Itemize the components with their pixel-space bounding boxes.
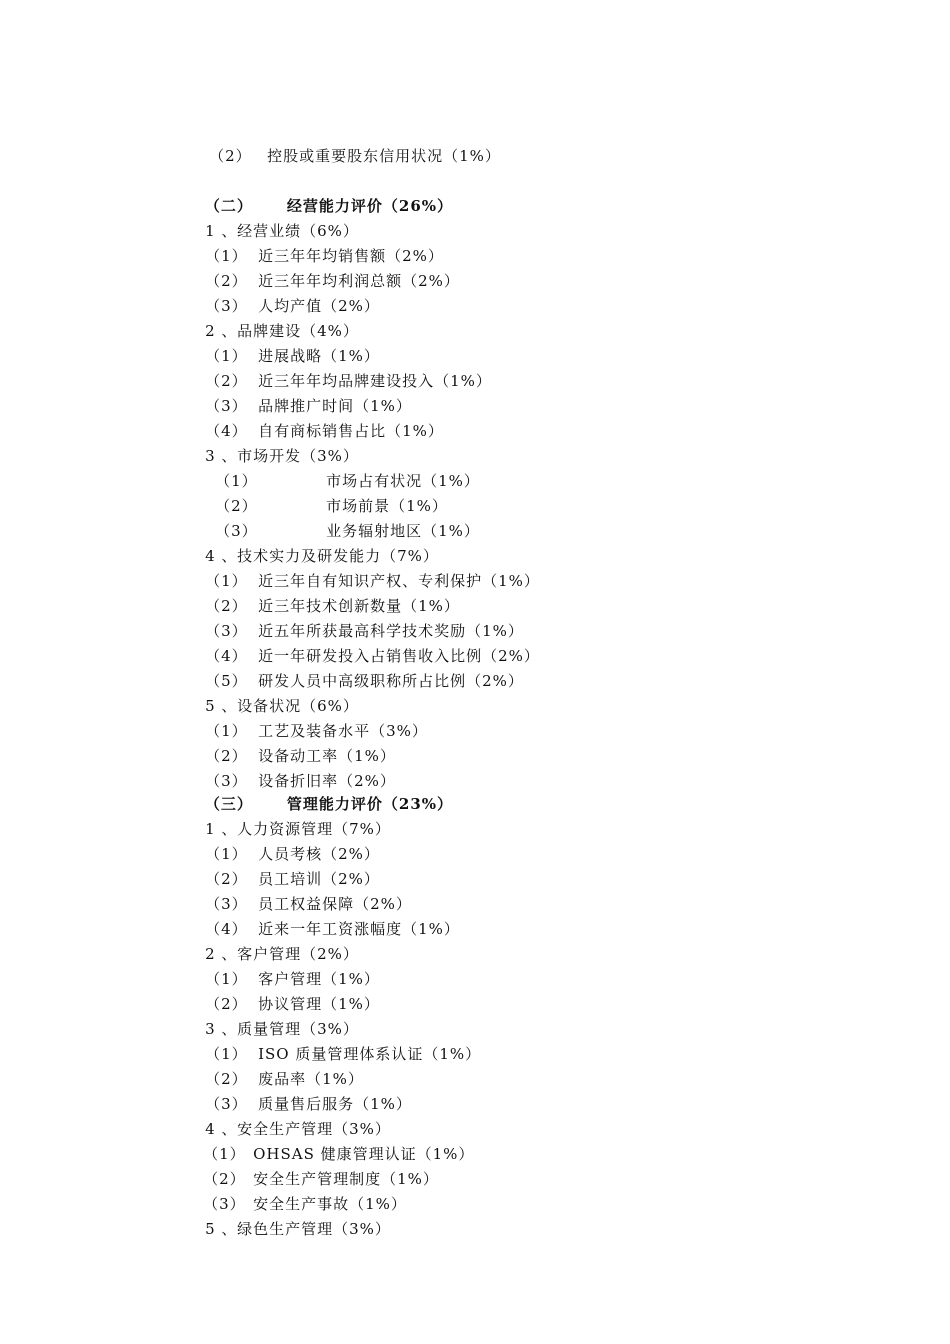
item-number: （2） xyxy=(205,995,248,1013)
item-text: 安全生产管理制度（1%） xyxy=(253,1170,439,1188)
item-text: 客户管理（2%） xyxy=(237,945,359,963)
item-text: 质量管理（3%） xyxy=(237,1020,359,1038)
item-text: 员工权益保障（2%） xyxy=(258,895,412,913)
list-item xyxy=(182,1199,391,1259)
item-number: （4） xyxy=(205,647,248,665)
item-number: （2） xyxy=(205,597,248,615)
item-text: 协议管理（1%） xyxy=(258,995,380,1013)
item-text: 近一年研发投入占销售收入比例（2%） xyxy=(258,647,540,665)
item-text: 废品率（1%） xyxy=(258,1070,364,1088)
item-text: 品牌建设（4%） xyxy=(237,322,359,340)
item-number: （2） xyxy=(205,747,248,765)
item-text: 市场开发（3%） xyxy=(237,447,359,465)
item-number: 1 、 xyxy=(205,222,238,240)
item-text: 自有商标销售占比（1%） xyxy=(258,422,444,440)
item-number: （1） xyxy=(205,247,248,265)
item-number: 3 、 xyxy=(205,447,238,465)
item-text: 技术实力及研发能力（7%） xyxy=(237,547,439,565)
section-title: 经营能力评价（26%） xyxy=(286,197,454,215)
section-number: （三） xyxy=(204,795,253,813)
item-number: （2） xyxy=(215,497,258,515)
item-text: 近三年自有知识产权、专利保护（1%） xyxy=(258,572,540,590)
item-text: 业务辐射地区（1%） xyxy=(326,522,480,540)
item-number: （3） xyxy=(205,895,248,913)
item-number: 2 、 xyxy=(205,322,238,340)
item-number: 3 、 xyxy=(205,1020,238,1038)
item-number: （2） xyxy=(205,372,248,390)
item-text: 绿色生产管理（3%） xyxy=(237,1220,391,1238)
item-text: 市场占有状况（1%） xyxy=(326,472,480,490)
item-text: 设备折旧率（2%） xyxy=(258,772,396,790)
item-text: 市场前景（1%） xyxy=(326,497,448,515)
item-text: 近三年年均品牌建设投入（1%） xyxy=(258,372,492,390)
section-number: （二） xyxy=(204,197,253,215)
item-number: （2） xyxy=(205,1070,248,1088)
item-number: 5 、 xyxy=(205,1220,238,1238)
item-number: （3） xyxy=(205,772,248,790)
item-number: （5） xyxy=(205,672,248,690)
item-text: 质量售后服务（1%） xyxy=(258,1095,412,1113)
item-text: 工艺及装备水平（3%） xyxy=(258,722,428,740)
item-text: 近来一年工资涨幅度（1%） xyxy=(258,920,460,938)
item-text: ISO 质量管理体系认证（1%） xyxy=(258,1045,482,1063)
item-text: 人均产值（2%） xyxy=(258,297,380,315)
item-number: （1） xyxy=(205,347,248,365)
item-text: 客户管理（1%） xyxy=(258,970,380,988)
item-text: 品牌推广时间（1%） xyxy=(258,397,412,415)
item-number: （1） xyxy=(205,572,248,590)
item-text: 人力资源管理（7%） xyxy=(237,820,391,838)
item-text: 设备动工率（1%） xyxy=(258,747,396,765)
item-number: （1） xyxy=(203,1145,246,1163)
item-text: 经营业绩（6%） xyxy=(237,222,359,240)
item-number: （1） xyxy=(205,722,248,740)
item-text: 近三年技术创新数量（1%） xyxy=(258,597,460,615)
item-number: 2 、 xyxy=(205,945,238,963)
item-text: 安全生产事故（1%） xyxy=(253,1195,407,1213)
item-number: （2） xyxy=(205,272,248,290)
item-number: （4） xyxy=(205,920,248,938)
item-number: （1） xyxy=(215,472,258,490)
item-text: 设备状况（6%） xyxy=(237,697,359,715)
item-number: （2） xyxy=(209,147,252,165)
item-text: 员工培训（2%） xyxy=(258,870,380,888)
item-text: 控股或重要股东信用状况（1%） xyxy=(267,147,501,165)
item-text: 人员考核（2%） xyxy=(258,845,380,863)
item-number: （3） xyxy=(205,1095,248,1113)
item-text: 安全生产管理（3%） xyxy=(237,1120,391,1138)
item-text: 近三年年均利润总额（2%） xyxy=(258,272,460,290)
item-number: （1） xyxy=(205,845,248,863)
item-number: （1） xyxy=(205,1045,248,1063)
item-text: 近三年年均销售额（2%） xyxy=(258,247,444,265)
item-text: 近五年所获最高科学技术奖励（1%） xyxy=(258,622,524,640)
item-number: （2） xyxy=(205,870,248,888)
item-number: （3） xyxy=(205,397,248,415)
item-number: （2） xyxy=(203,1170,246,1188)
item-number: 1 、 xyxy=(205,820,238,838)
item-number: （3） xyxy=(203,1195,246,1213)
item-text: 研发人员中高级职称所占比例（2%） xyxy=(258,672,524,690)
item-number: 4 、 xyxy=(205,547,238,565)
item-number: （3） xyxy=(205,622,248,640)
item-number: （3） xyxy=(205,297,248,315)
item-number: 5 、 xyxy=(205,697,238,715)
section-title: 管理能力评价（23%） xyxy=(286,795,454,813)
item-number: （1） xyxy=(205,970,248,988)
item-number: （3） xyxy=(215,522,258,540)
item-text: OHSAS 健康管理认证（1%） xyxy=(253,1145,475,1163)
item-text: 进展战略（1%） xyxy=(258,347,380,365)
item-number: （4） xyxy=(205,422,248,440)
item-number: 4 、 xyxy=(205,1120,238,1138)
